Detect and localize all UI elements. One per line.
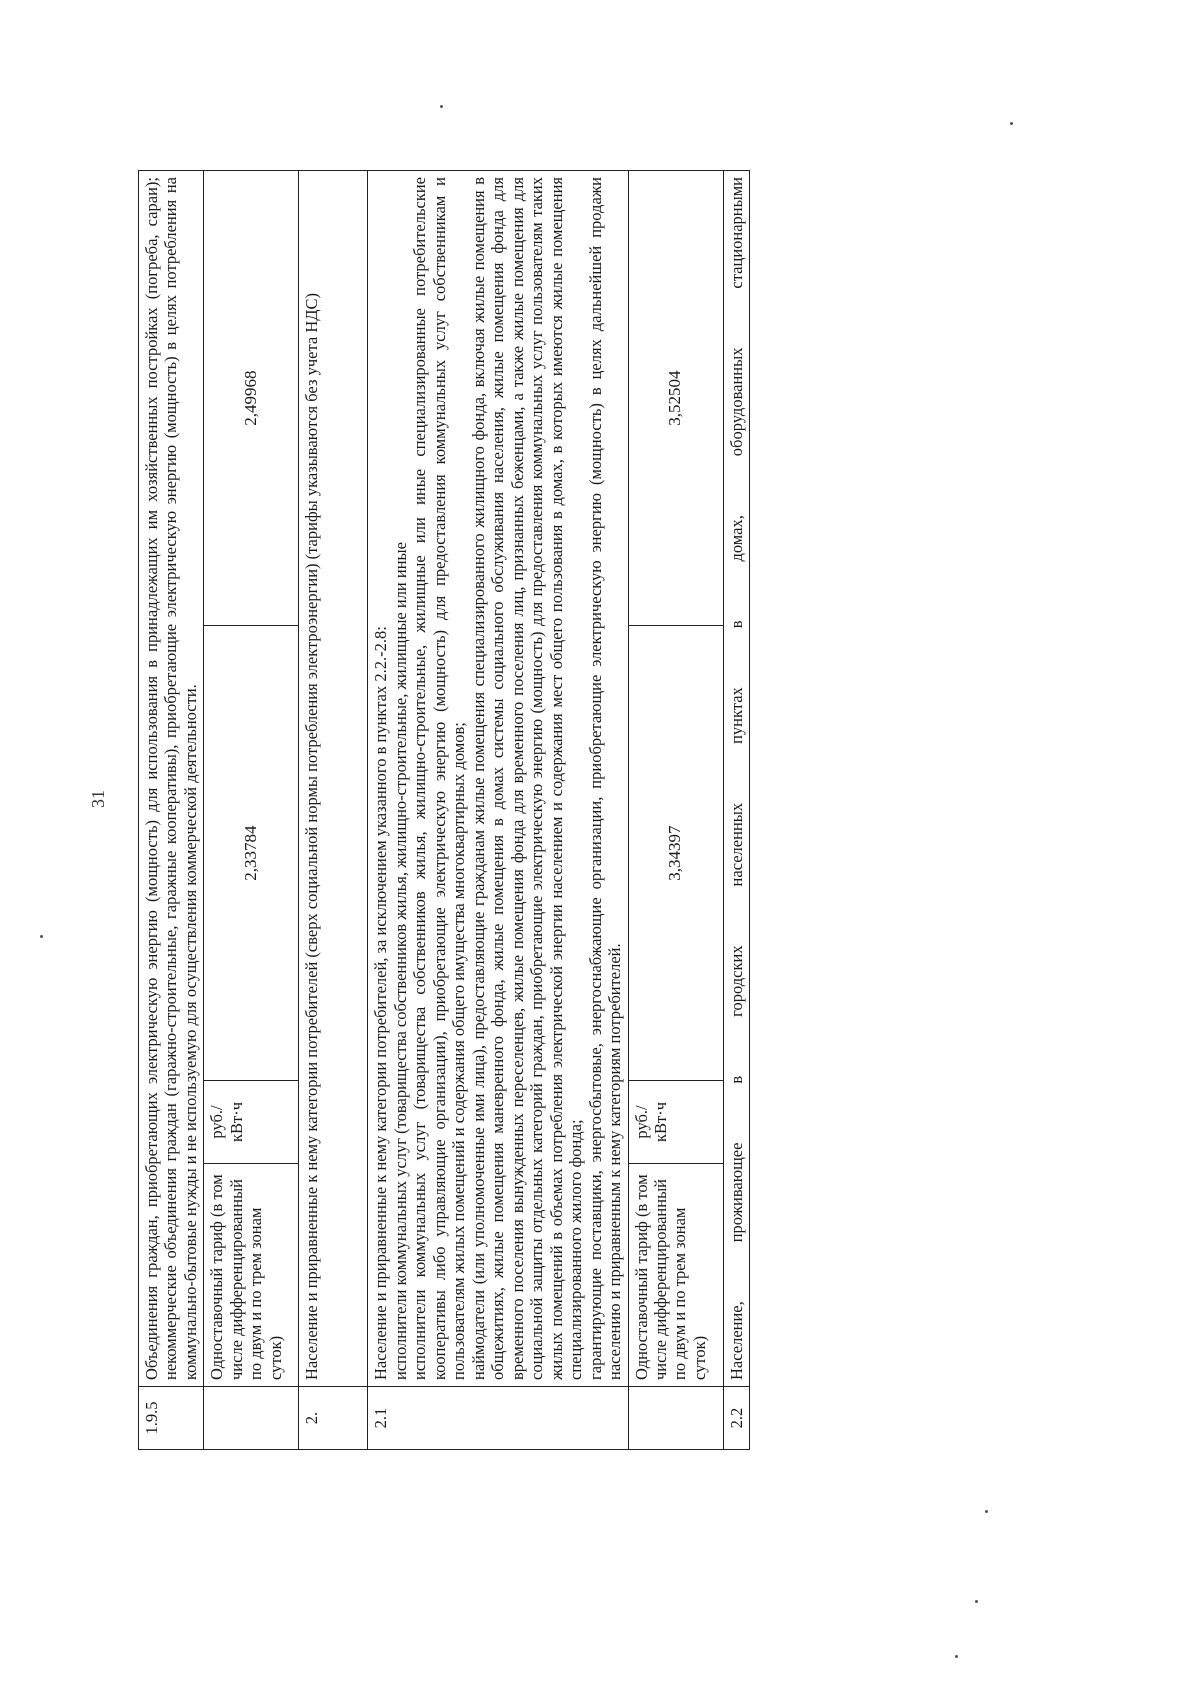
scan-speck	[955, 1655, 958, 1658]
table-row	[139, 171, 204, 1450]
scan-speck	[40, 935, 43, 938]
tariff-label: Одноставочный тариф (в том числе дифференцированный по двум и по трем зонам суток)	[629, 1164, 723, 1387]
row-description: Население и приравненные к нему категории потребителей (сверх социальной нормы потребления электроэнергии) (тарифы указываются без учета НДС)	[299, 171, 368, 1387]
tariff-cell	[628, 171, 723, 1387]
row-number: 2.2	[723, 1387, 749, 1450]
paragraph: исполнители коммунальных услуг (товарищества собственников жилья, жилищно-строительные, жилищные или иные	[390, 542, 410, 1380]
tariff-unit: руб./кВт·ч	[629, 1081, 723, 1164]
paragraph: гарантирующие поставщики, энергосбытовые, энергоснабжающие организации, приобретающие электрическую энергию (мощность) в целях дальнейшей продажи населению и приравненным к нему категориям потребителей.	[585, 177, 625, 1380]
rotated-page	[138, 170, 1178, 1450]
scan-speck	[985, 1510, 988, 1513]
tariff-label: Одноставочный тариф (в том числе дифференцированный по двум и по трем зонам суток)	[204, 1164, 298, 1387]
row-number: 2.1	[368, 1387, 628, 1450]
paragraph: Население и приравненные к нему категории потребителей, за исключением указанного в пунктах 2.2.-2.8:	[371, 626, 391, 1380]
row-number-empty	[628, 1387, 723, 1450]
tariff-value-2: 2,49968	[204, 171, 298, 626]
tariff-row	[204, 171, 299, 1450]
tariff-inner-table	[629, 171, 723, 1386]
tariff-value-2: 3,52504	[629, 171, 723, 626]
row-text: Объединения граждан, приобретающих электрическую энергию (мощность) для использования в принадлежащих им хозяйственных постройках (погреба, сараи); некоммерческие объединения граждан (гаражно-строительные, гаражные кооперативы), приобретающие электрическую энергию (мощность) в целях потребления на коммунально-бытовые нужды и не используемую для осуществления коммерческой деятельности.	[142, 177, 200, 1380]
scan-speck	[1010, 122, 1013, 125]
row-description	[368, 171, 628, 1387]
row-number: 2.	[299, 1387, 368, 1450]
row-description: Население, проживающее в городских населенных пунктах в домах, оборудованных стационарными	[723, 171, 749, 1387]
row-number: 1.9.5	[139, 1387, 204, 1450]
paragraph: исполнители коммунальных услуг (товарищества собственников жилья, жилищно-строительные, жилищные или иные специализированные потребительские кооперативы либо управляющие организации), приобретающие электрическую энергию (мощность) для предоставления коммунальных услуг собственникам и пользователям жилых помещений и содержания общего имущества многоквартирных домов;	[410, 177, 469, 1380]
tariff-value-1: 3,34397	[629, 626, 723, 1081]
tariff-inner-table	[204, 171, 298, 1386]
table-row	[723, 171, 749, 1450]
table-row	[368, 171, 628, 1450]
scan-speck	[440, 105, 443, 108]
table-row	[299, 171, 368, 1450]
scan-speck	[975, 1600, 978, 1603]
tariff-row	[628, 171, 723, 1450]
page-number: 31	[88, 790, 108, 808]
row-description	[139, 171, 204, 1387]
tariff-value-1: 2,33784	[204, 626, 298, 1081]
tariff-unit: руб./кВт·ч	[204, 1081, 298, 1164]
paragraph: наймодатели (или уполномоченные ими лица), предоставляющие гражданам жилые помещения специализированного жилищного фонда, включая жилые помещения в общежитиях, жилые помещения маневренного фонда, жилые помещения в домах системы социального обслуживания населения, жилые помещения фонда для временного поселения вынужденных переселенцев, жилые помещения фонда для временного поселения лиц, признанных беженцами, а также жилые помещения для социальной защиты отдельных категорий граждан, приобретающие электрическую энергию (мощность) для предоставления коммунальных услуг пользователям таких жилых помещений в объемах потребления электрической энергии населением и содержания мест общего пользования в домах, в которых имеются жилые помещения специализированного жилого фонда;	[468, 177, 586, 1380]
tariff-table	[138, 170, 750, 1450]
tariff-cell	[204, 171, 299, 1387]
row-number-empty	[204, 1387, 299, 1450]
